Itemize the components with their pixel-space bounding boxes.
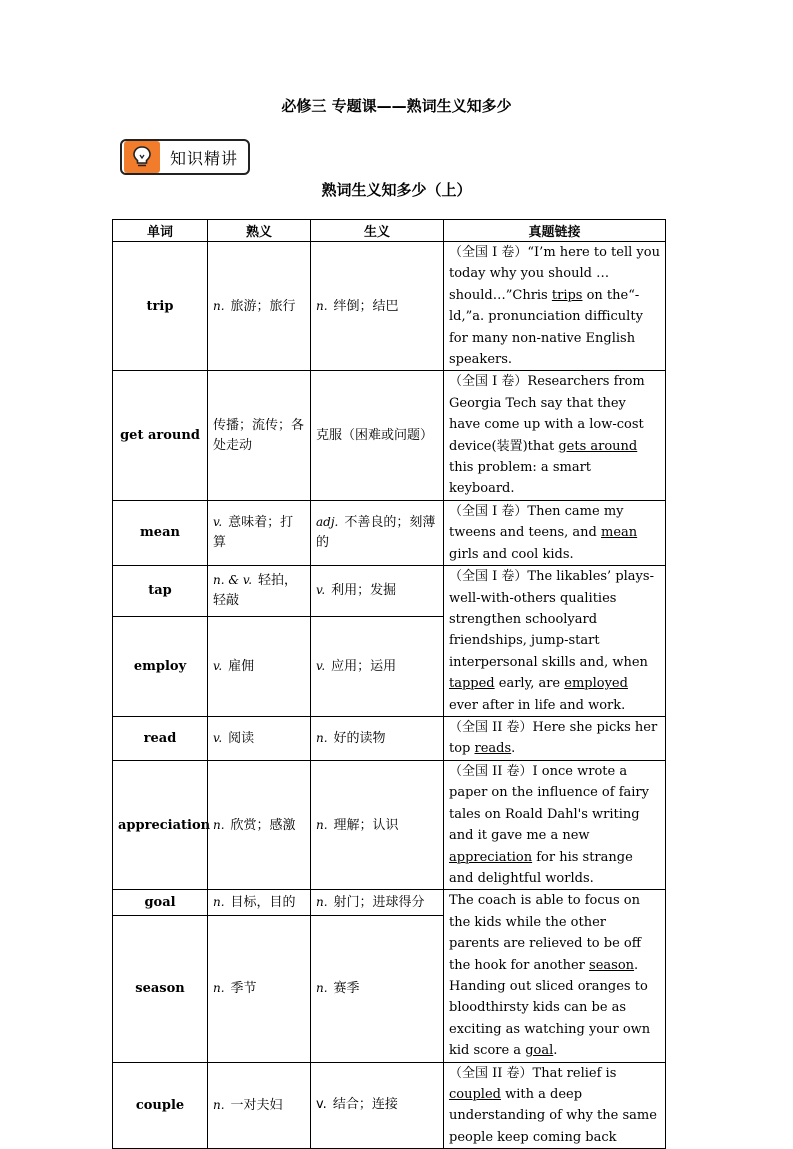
highlighted-word: coupled [449,1087,501,1103]
example-text: （全国 I 卷）The likables’ plays-well-with-others qualities strengthen schoolyard friendships, jump-start interpersonal skills and, when [449,569,654,670]
new-meaning-cell [311,1062,444,1149]
part-of-speech: v. [213,515,223,530]
meaning-text: 传播；流传；各处走动 [213,417,305,453]
new-meaning-cell [311,242,444,371]
header-word: 单词 [113,220,208,242]
word-cell: couple [113,1062,208,1149]
table-row [113,566,666,617]
new-meaning-cell [311,500,444,565]
part-of-speech: n. [316,298,328,313]
badge-label: 知识精讲 [169,148,238,168]
part-of-speech: n. [213,895,225,909]
part-of-speech: n. [316,817,328,832]
example-cell [444,371,666,500]
new-meaning-cell [311,371,444,500]
example-text: on the“-ld,”a. pronunciation difficulty for many non-native English speakers. [449,287,643,368]
example-text: （全国 I 卷）Researchers from Georgia Tech say that they have come up with a low-cost device(装置)that [449,374,645,454]
table-row [113,242,666,371]
new-meaning-cell [311,616,444,716]
meaning-text: 绊倒；结巴 [333,298,399,314]
word-cell: trip [113,242,208,371]
meaning-text: 不善良的；刻薄的 [316,515,436,551]
meaning-text: 雇佣 [228,658,255,674]
table-row [113,716,666,760]
example-text: （全国 I 卷）Then came my tweens and teens, and [449,503,624,541]
example-text: girls and cool kids. [449,546,574,562]
highlighted-word: goal [525,1043,554,1059]
familiar-meaning-cell [208,1062,311,1149]
part-of-speech: n. [316,895,328,909]
meaning-text: 目标，目的 [230,895,296,910]
highlighted-word: season [589,957,635,973]
example-cell [444,716,666,760]
document-title: 必修三 专题课——熟词生义知多少 [281,97,512,115]
meaning-text: 应用；运用 [331,658,397,674]
table-row [113,371,666,500]
part-of-speech: v. [316,583,326,598]
header-new-meaning: 生义 [311,220,444,242]
example-text: . [553,1043,558,1059]
part-of-speech: v. [213,730,223,745]
example-text: （全国 II 卷）That relief is [449,1065,617,1081]
table-row [113,890,666,915]
example-cell [444,242,666,371]
part-of-speech: n. [316,981,328,996]
example-cell [444,1062,666,1149]
example-text: this problem: a smart keyboard. [449,460,592,497]
part-of-speech: v. [316,1097,327,1113]
section-badge [120,139,250,175]
section-subtitle: 熟词生义知多少（上） [321,181,472,199]
example-cell [444,890,666,1062]
meaning-text: 轻拍，轻敲 [213,573,298,609]
familiar-meaning-cell [208,760,311,889]
part-of-speech: n. [316,730,328,745]
example-text: ever after in life and work. [449,697,626,713]
example-cell [444,500,666,565]
word-cell: goal [113,890,208,915]
new-meaning-cell [311,760,444,889]
example-text: （全国 II 卷）Here she picks her top [449,720,658,757]
meaning-text: 季节 [230,981,257,997]
word-cell: read [113,716,208,760]
highlighted-word: appreciation [449,849,533,865]
vocabulary-table [112,219,666,1149]
part-of-speech: n. [213,298,225,313]
meaning-text: 赛季 [333,981,360,997]
familiar-meaning-cell [208,242,311,371]
example-text: The coach is able to focus on the kids while the other parents are relieved to be off the hook for another [449,893,641,973]
table-header-row [113,220,666,242]
familiar-meaning-cell [208,500,311,565]
word-cell: season [113,915,208,1062]
word-cell: mean [113,500,208,565]
familiar-meaning-cell [208,371,311,500]
example-text: early, are [494,676,565,692]
example-text: for his strange and delightful worlds. [449,849,633,886]
part-of-speech: n. & v. [213,573,253,588]
example-cell [444,566,666,717]
meaning-text: 阅读 [228,730,255,746]
meaning-text: 旅游；旅行 [230,298,296,314]
meaning-text: 克服（困难或问题） [316,427,434,443]
highlighted-word: mean [601,525,638,541]
example-text: with a deep understanding of why the same people keep coming back [449,1087,657,1145]
familiar-meaning-cell [208,616,311,716]
meaning-text: 结合；连接 [332,1097,398,1113]
header-familiar-meaning: 熟义 [208,220,311,242]
example-text: . Handing out sliced oranges to bloodthirsty kids can be as exciting as watching your own kid score a [449,957,651,1059]
header-exam-link: 真题链接 [444,220,666,242]
highlighted-word: employed [564,676,628,692]
meaning-text: 射门；进球得分 [333,895,425,910]
highlighted-word: trips [551,287,583,303]
new-meaning-cell [311,915,444,1062]
part-of-speech: v. [316,658,326,673]
new-meaning-cell [311,566,444,617]
word-cell: tap [113,566,208,617]
example-cell [444,760,666,889]
highlighted-word: tapped [449,676,495,692]
meaning-text: 好的读物 [333,730,386,746]
word-cell: get around [113,371,208,500]
familiar-meaning-cell [208,566,311,617]
part-of-speech: adj. [316,515,339,530]
part-of-speech: n. [213,1097,225,1112]
lightbulb-icon [124,141,160,173]
familiar-meaning-cell [208,716,311,760]
table-row [113,500,666,565]
meaning-text: 利用；发掘 [331,583,397,599]
word-cell: employ [113,616,208,716]
example-text: （全国 II 卷）I once wrote a paper on the influence of fairy tales on Roald Dahl's writing and it gave me a new [449,763,649,844]
new-meaning-cell [311,716,444,760]
part-of-speech: n. [213,981,225,996]
meaning-text: 理解；认识 [333,817,399,833]
meaning-text: 欣赏；感激 [230,817,296,833]
familiar-meaning-cell [208,915,311,1062]
familiar-meaning-cell [208,890,311,915]
highlighted-word: reads [474,741,512,757]
example-text: （全国 I 卷）“I’m here to tell you today why you should … should…”Chris [449,245,660,303]
highlighted-word: gets around [558,438,638,454]
new-meaning-cell [311,890,444,915]
part-of-speech: n. [213,817,225,832]
word-cell: appreciation [113,760,208,889]
part-of-speech: v. [213,658,223,673]
table-row [113,1062,666,1149]
meaning-text: 意味着；打算 [213,515,294,551]
table-row [113,760,666,889]
meaning-text: 一对夫妇 [230,1097,283,1113]
example-text: . [511,741,516,757]
